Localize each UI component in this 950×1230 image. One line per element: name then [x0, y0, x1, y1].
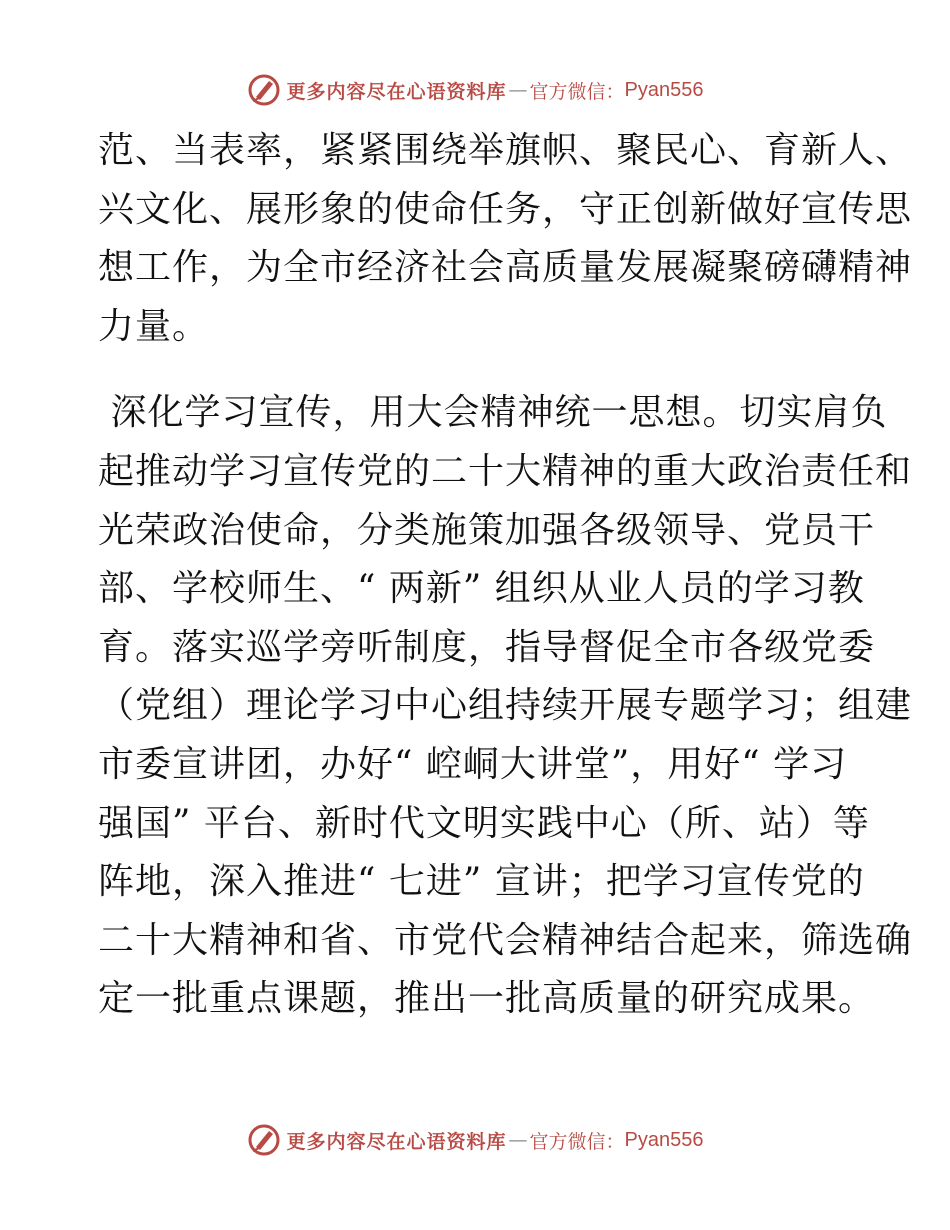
document-body — [98, 122, 913, 1029]
text-line: （党组）理论学习中心组持续开展专题学习；组建 — [98, 685, 913, 727]
wechat-id: Pyan556 — [624, 1128, 704, 1151]
text-line: 二十大精神和省、市党代会精神结合起来，筛选确 — [98, 919, 913, 961]
text-line: 力量。 — [98, 305, 210, 347]
text-line: 市委宣讲团，办好“ 崆峒大讲堂”，用好“ 学习 — [98, 743, 848, 785]
text-line: 阵地，深入推进“ 七进” 宣讲；把学习宣传党的 — [98, 861, 865, 903]
text-line: 光荣政治使命，分类施策加强各级领导、党员干 — [98, 509, 876, 551]
text-line: 定一批重点课题，推出一批高质量的研究成果。 — [98, 978, 876, 1020]
text-line: 兴文化、展形象的使命任务，守正创新做好宣传思 — [98, 188, 913, 230]
text-line: 深化学习宣传，用大会精神统一思想。切实肩负 — [98, 392, 888, 434]
paragraph-2 — [98, 384, 913, 1029]
header-watermark — [0, 70, 950, 110]
text-line: 育。落实巡学旁听制度，指导督促全市各级党委 — [98, 626, 876, 668]
wechat-label: 官方微信： — [529, 1130, 625, 1153]
text-line: 强国” 平台、新时代文明实践中心（所、站）等 — [98, 802, 870, 844]
watermark-text: 更多内容尽在心语资料库 — [286, 1130, 507, 1153]
text-line: 起推动学习宣传党的二十大精神的重大政治责任和 — [98, 450, 913, 492]
footer-watermark — [0, 1120, 950, 1160]
brand-logo-icon — [247, 73, 281, 107]
watermark-text: 更多内容尽在心语资料库 — [286, 80, 507, 103]
wechat-label: 官方微信： — [529, 80, 625, 103]
brand-logo-icon — [247, 1123, 281, 1157]
watermark-separator: — — [508, 79, 528, 101]
text-line: 部、学校师生、“ 两新” 组织从业人员的学习教 — [98, 568, 865, 610]
text-line: 范、当表率，紧紧围绕举旗帜、聚民心、育新人、 — [98, 130, 913, 171]
wechat-id: Pyan556 — [624, 78, 704, 101]
paragraph-1 — [98, 122, 913, 356]
text-line: 想工作，为全市经济社会高质量发展凝聚磅礴精神 — [98, 247, 913, 289]
watermark-separator: — — [508, 1129, 528, 1151]
